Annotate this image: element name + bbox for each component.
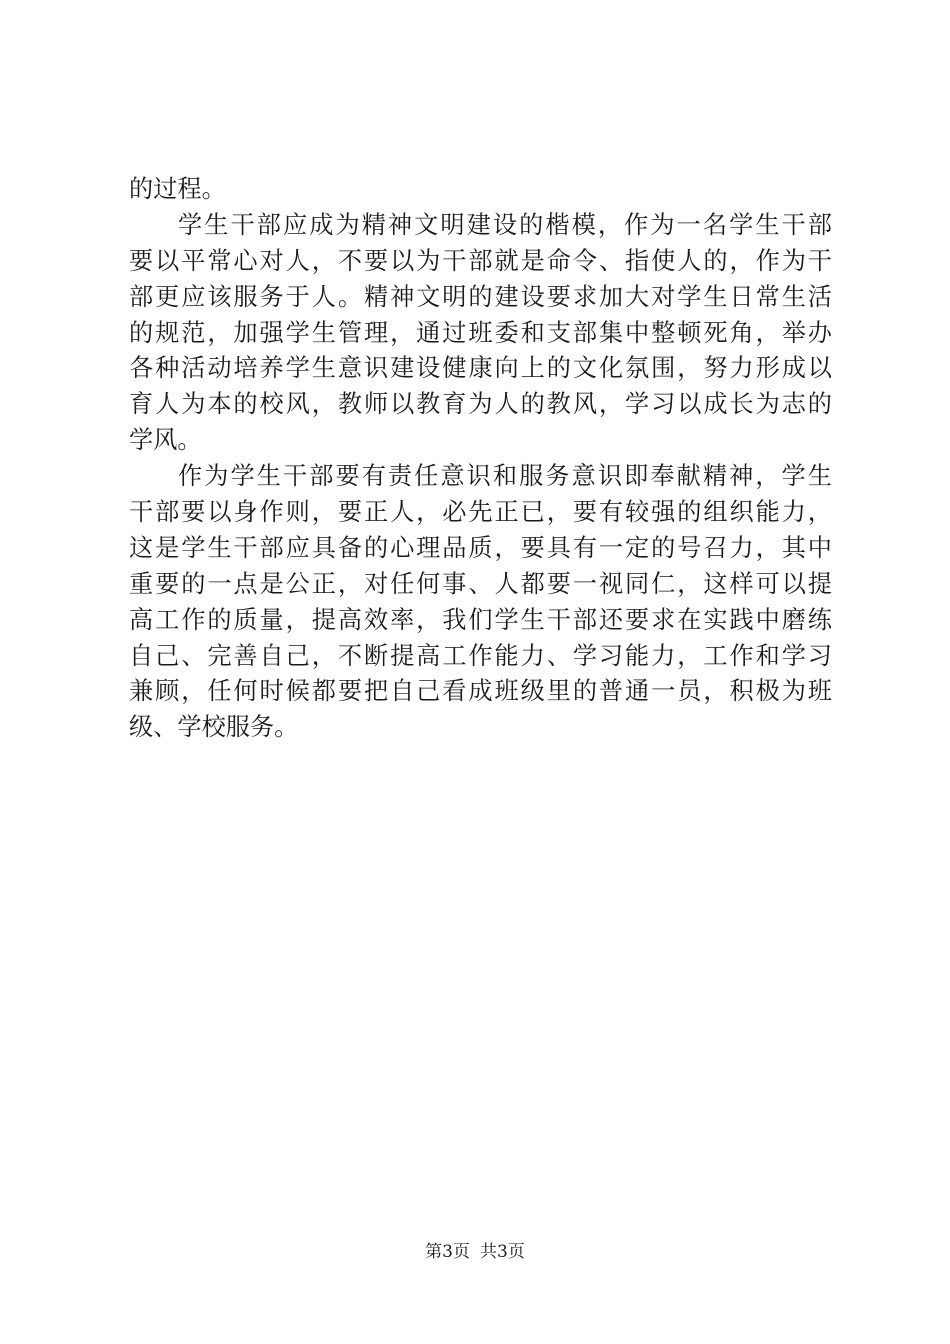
text-line: 各种活动培养学生意识建设健康向上的文化氛围，努力形成以 (129, 354, 832, 383)
text-line: 的规范，加强学生管理，通过班委和支部集中整顿死角，举办 (129, 318, 832, 347)
page-number: 第3页 (425, 1242, 470, 1262)
text-line: 这是学生干部应具备的心理品质，要具有一定的号召力，其中 (129, 533, 832, 562)
text-line: 干部要以身作则，要正人，必先正已，要有较强的组织能力， (129, 498, 832, 527)
text-line: 的过程。 (129, 175, 226, 203)
document-body (129, 172, 832, 746)
page-footer (0, 1241, 950, 1263)
text-line: 育人为本的校风，教师以教育为人的教风，学习以成长为志的 (129, 390, 832, 419)
text-line: 学风。 (129, 426, 202, 455)
text-line: 自己、完善自己，不断提高工作能力、学习能力，工作和学习 (129, 641, 832, 670)
text-line: 学生干部应成为精神文明建设的楷模，作为一名学生干部 (178, 210, 832, 239)
text-line: 要以平常心对人，不要以为干部就是命令、指使人的，作为干 (129, 246, 832, 275)
text-line: 作为学生干部要有责任意识和服务意识即奉献精神，学生 (178, 462, 832, 491)
text-line: 高工作的质量，提高效率，我们学生干部还要求在实践中磨练 (129, 605, 832, 634)
text-line: 级、学校服务。 (129, 713, 299, 742)
text-line: 部更应该服务于人。精神文明的建设要求加大对学生日常生活 (129, 282, 832, 311)
text-line: 重要的一点是公正，对任何事、人都要一视同仁，这样可以提 (129, 569, 832, 598)
text-line: 兼顾，任何时候都要把自己看成班级里的普通一员，积极为班 (129, 677, 832, 706)
page-total: 共3页 (480, 1242, 525, 1262)
